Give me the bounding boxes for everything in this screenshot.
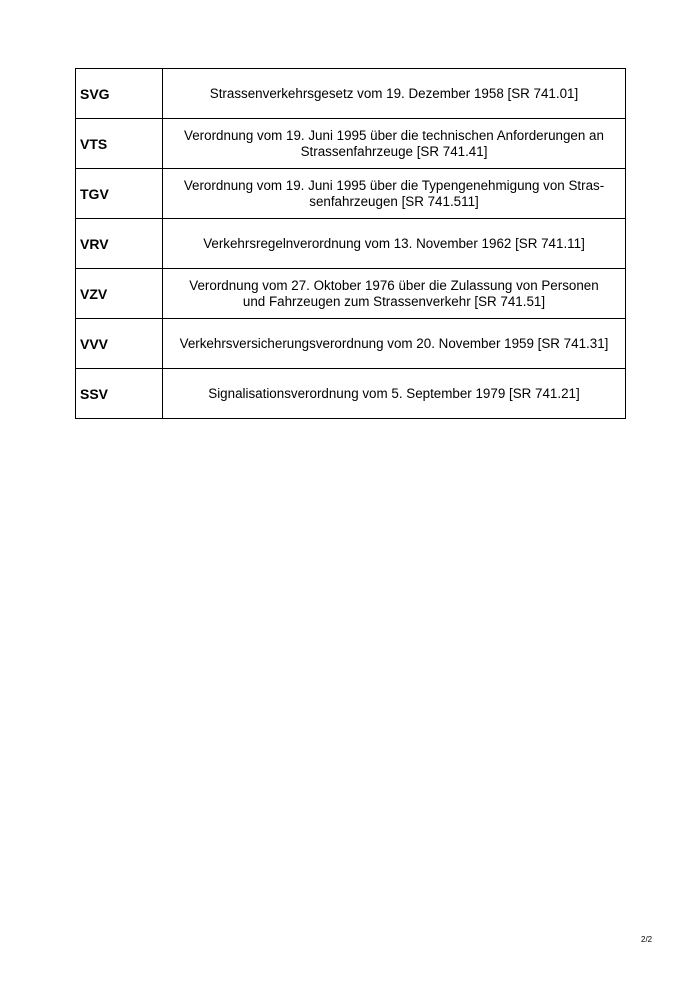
description-line: Signalisationsverordnung vom 5. September 1979 [SR 741.21] [208, 385, 580, 401]
table-row [76, 169, 626, 219]
description-line: Strassenfahrzeuge [SR 741.41] [300, 143, 488, 159]
description-line: und Fahrzeugen zum Strassenverkehr [SR 741.51] [242, 293, 546, 309]
abbreviation-cell: VTS [76, 119, 163, 169]
table-row [76, 369, 626, 419]
description-cell [163, 269, 626, 319]
description-cell [163, 69, 626, 119]
description-line: senfahrzeugen [SR 741.511] [309, 193, 479, 209]
abbreviation-cell: SVG [76, 69, 163, 119]
description-cell [163, 319, 626, 369]
description-cell [163, 169, 626, 219]
description-line: Verordnung vom 27. Oktober 1976 über die Zulassung von Personen [189, 277, 599, 293]
description-line: Verordnung vom 19. Juni 1995 über die technischen Anforderungen an [184, 127, 604, 143]
abbreviations-table-body [76, 69, 626, 419]
table-row [76, 269, 626, 319]
table-row [76, 69, 626, 119]
description-line: Verkehrsregelnverordnung vom 13. November 1962 [SR 741.11] [203, 235, 585, 251]
table-row [76, 119, 626, 169]
table-row [76, 219, 626, 269]
description-line: Verkehrsversicherungsverordnung vom 20. November 1959 [SR 741.31] [179, 335, 609, 351]
abbreviation-cell: VVV [76, 319, 163, 369]
description-line: Verordnung vom 19. Juni 1995 über die Typengenehmigung von Stras- [183, 177, 605, 193]
description-cell [163, 369, 626, 419]
abbreviations-table [75, 68, 626, 419]
table-row [76, 319, 626, 369]
description-cell [163, 219, 626, 269]
description-line: Strassenverkehrsgesetz vom 19. Dezember 1958 [SR 741.01] [209, 85, 579, 101]
page-number: 2/2 [641, 935, 653, 944]
abbreviation-cell: SSV [76, 369, 163, 419]
abbreviation-cell: TGV [76, 169, 163, 219]
abbreviation-cell: VRV [76, 219, 163, 269]
abbreviation-cell: VZV [76, 269, 163, 319]
description-cell [163, 119, 626, 169]
